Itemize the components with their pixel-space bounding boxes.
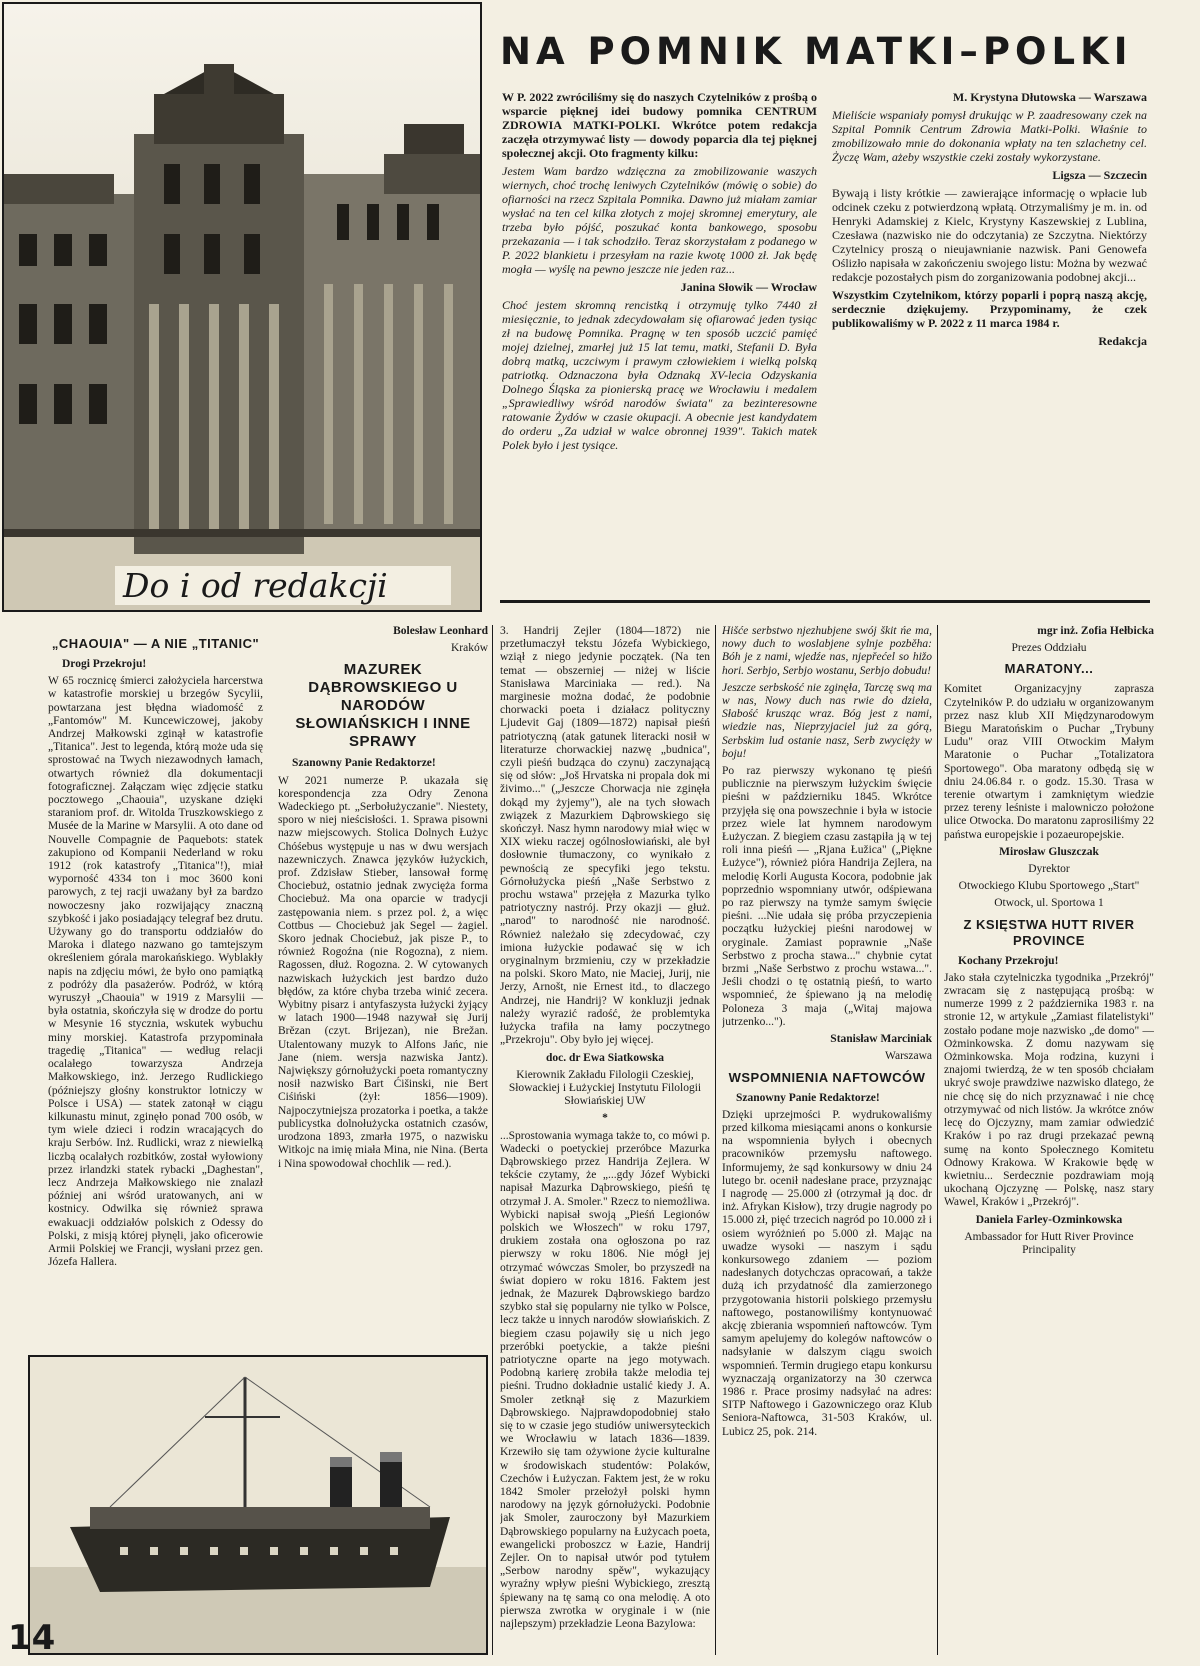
naftowcow-greeting: Szanowny Panie Redaktorze! (736, 1091, 880, 1104)
mazurek-title: MAZUREK DĄBROWSKIEGO U NARODÓW SŁOWIAŃSKICH I INNE SPRAWY (295, 661, 471, 751)
hutt-title: Z KSIĘSTWA HUTT RIVER PROVINCE (963, 916, 1135, 948)
separator-star: * (602, 1112, 608, 1125)
hutt-signature: Daniela Farley-Ozminkowska (975, 1213, 1123, 1226)
chaouia-body: W 65 rocznicę śmierci założyciela harcerstwa w katastrofie morskiej u brzegów Sycylii, powtarzana jest błędna wiadomość z „Fantomów" M. Kuncewiczowej, jakoby Andrzej Małkowski zginął w katastrofie „Titanica". Jest to legenda, którą może uda się sprostować na Twych niezawodnych łamach, otwartych również dla dokumentacji fotograficznej. Załączam więc zdjęcie statku pocztowego „Chaouia", uzyskane dzięki staraniom prof. dr. Witolda Truszkowskiego z Musée de la Marine w Marsylii. A oto dane od Nouvelle Compagnie de Paquebots: statek zakupiono od Kompanii Nederland w roku 1912 (rok katastrofy „Titanica"!), miał wyporność 4334 ton i moc 3600 koni parowych, z tej racji uważany był za bardzo nowoczesny jako rozwijający znaczną szybkość i jako posiadający telegraf bez drutu. Używany go do transportu oddziałów do Maroka i dlatego nazwano go tamtejszym określeniem górala marokańskiego. Wyblakły napis na zdjęciu mówi, że było ono pamiątką z podróży dla pasażerów. Podróż, w którą wyruszył „Chaouia" w 1919 z Marsylii — była ostatnia, skończyła się w drodze do portu w Mesynie 16 stycznia, wskutek wybuchu miny morskiej. Katastrofa przypominała tragedię „Titanica" — według relacji ocalałego towarzysza Andrzeja Małkowskiego, inż. Jerzego Rudlickiego (późniejszy głośny konstruktor lotniczy w Polsce i USA) — statek zatonął w ciągu kilkunastu minut, zginęło ponad 700 osób, w tym wiele dzieci i rodzin wracających do kraju Serbów. Inż. Rudlicki, wraz z niewielką liczbą ocalałych rozbitków, został wyłowiony przez irlandzki statek rybacki „Daghestan", lecz Andrzeja Małkowskiego nie znalazł później ani wśród uratowanych, ani w kostnicy. Odwilka się również sprawa ewakuacji oddziałów polskich z Odessy do Polski, z misją której płynęli, jako oficerowie Armii Polskiej we Francji, wysłani przez gen. Józefa Hallera. (48, 675, 263, 1269)
mazurek-signature: doc. dr Ewa Siatkowska (545, 1051, 664, 1064)
maratony-address: Otwock, ul. Sportowa 1 (994, 897, 1104, 910)
signature-3: Ligsza — Szczecin (1052, 168, 1147, 182)
signature-final: Redakcja (1098, 334, 1147, 348)
mazurek-body-1: W 2021 numerze P. ukazała się korespondencja zza Odry Zenona Wadeckiego pt. „Serbołużyczanie". Niestety, sporo w niej nieścisłości. 1. Sprawa pisowni nazw miejscowych. Stolica Dolnych Łużyc Chóśebus występuje u nas w dwu wersjach nazewniczych. Znawca języków łużyckich, prof. Zdzisław Stieber, lansował formę Chociebuż, ostatnio jednak zwycięża forma Chociebuż. Ma ona oparcie w tradycji zastępowania niem. s przez pol. ż, a więc Cottbus — Chociebuż jak Segel — żagiel. Skoro jednak Chociebuż, jak pisze P., to również Rogoźna (nie Rogozna), z niem. Ragossen, dłuż. Rogozna. 2. W cytowanych nazwiskach łużyckich jest bardzo dużo błędów, za które chyba trzeba winić zecera. Wybitny pisarz i antyfaszysta łużycki żyjący w latach 1900—1948 nazywał się Jurij Brězan (czyt. Brijezan), nie Brežan. Utalentowany muzyk to Alfons Jańc, nie Jane (niem. wersja nazwiska Jantz). Największy górnołużycki poeta romantyczny nosił nazwisko Bart Ćišinski, nie Bert Ciśiński (żył: 1856—1909). Najpoczytniejsza prozatorka i poetka, a także publicystka dolnołużycka ostatnich czasów, urodzona 1893, zmarła 1975, o nazwisku Witkojc na imię miała Mina, nie Nina. (Berta i Nina spowodował chochlik — red.). (278, 774, 488, 1170)
marciniak-city: Warszawa (885, 1050, 932, 1063)
poem-original: Hišće serbstwo njezhubjene swój škit ńe ma, nowy duch to woslabjene sylnje pozběha: Bóh je z nami, wjedźe nas, njepřećel so hižo hori. Serbjo, Serbjo wostanu, Serbjo dobudu! (722, 625, 932, 677)
naftowcow-body: Dzięki uprzejmości P. wydrukowaliśmy przed kilkoma miesiącami anons o konkursie na wspomnienia byłych i obecnych pracowników przemysłu naftowego. Informujemy, że sąd konkursowy w dniu 24 lutego br. ocenił nadesłane prace, przyznając I nagrodę — 25.000 zł (otrzymał ją doc. dr inż. Afrykan Kisłow), trzy drugie nagrody po 15.000 zł, pięć trzecich nagród po 10.000 zł i osiem wyróżnień po 5.000 zł. Mając na uwadze wysoki — naszym i sądu konkursowego zdaniem — poziom nadesłanych dotychczas opracowań, a także dużą ich przydatność dla zamierzonego przygotowania historii polskiego przemysłu naftowego, postanowiliśmy kontynuować akcję zbierania wspomnień naftowców. Tym samym apelujemy do kolegów naftowców o nadsyłanie w dalszym ciągu swoich wspomnień. Termin drugiego etapu konkursu wyznaczają organizatorzy na 30 czerwca 1986 r. Prace prosimy nadsyłać na adres: SITP Naftowego i Gazowniczego oraz Klub Seniora-Naftowca, 31-503 Kraków, ul. Lubicz 25, pok. 214. (722, 1108, 932, 1438)
hutt-body: Jako stała czytelniczka tygodnika „Przekrój" zwracam się z następującą prośbą: w numerze 1999 z 2 października 1983 r. na stronie 12, w artykule „Zamiast filatelistyki" zostało podane moje nazwisko „de domo" — Ożminkowska. Z domu nazywam się Ożminkowska. Moja rodzina, kuzyni i znajomi twierdzą, że w ten sposób chciałam ukryć swoje prawdziwe nazwisko dlatego, że nie chcę się do nich przyznawać i nie chcę otrzymywać od nich listów. Ja wkrótce znów lecę do Ojczyzny, mam zamiar odwiedzić Kraków i po raz drugi przekazać pewną sumę na konto Społecznego Komitetu Odnowy Krakowa. W Krakowie będę w kwietniu... Serdecznie pozdrawiam moją ukochaną Ojczyznę — Polskę, nasz stary Wawel, Kraków i „Przekrój". (944, 971, 1154, 1209)
hutt-greeting: Kochany Przekroju! (958, 954, 1059, 967)
page-number: 14 (8, 1618, 56, 1658)
naftowcow-role: Prezes Oddziału (1011, 642, 1087, 655)
maratony-signature: Mirosław Gluszczak (999, 845, 1099, 858)
mazurek-greeting: Szanowny Panie Redaktorze! (292, 757, 436, 770)
poem-translation: Jeszcze serbskość nie zginęła, Tarczę swą ma w nas, Nowy duch nas rwie do dzieła, Słabość krusząc wraz. Bóg jest z nami, wiedzie nas, Nieprzyjaciel już za górą, Serbskim lud ostanie nasz, Serb zwycięży w boju! (722, 681, 932, 760)
maratony-org: Otwockiego Klubu Sportowego „Start" (958, 880, 1140, 893)
naftowcow-signature: mgr inż. Zofia Hełbicka (1037, 625, 1154, 637)
chaouia-city: Kraków (450, 642, 488, 655)
column-3 (500, 625, 710, 1655)
column-rule (937, 625, 938, 1655)
maratony-body: Komitet Organizacyjny zaprasza Czytelników P. do udziału w organizowanym przez nasz klub XII Międzynarodowym Biegu Maratońskim o Puchar „Trybuny Ludu" oraz VIII Otwockim Małym Maratonie o Puchar „Totalizatora Sportowego". Oba maratony odbędą się w dniu 24.06.84 r. o godz. 15.30. Trasa w terenie otwartym i zamkniętym wiedzie przez tereny leśniste i malowniczo położone ulice Otwocka. Do maratonu zaprosiliśmy 22 państwa europejskie i pozaeuropejskie. (944, 683, 1154, 841)
maratony-role: Dyrektor (1028, 863, 1070, 876)
signature-2: M. Krystyna Dłutowska — Warszawa (952, 90, 1147, 104)
column-2 (278, 625, 488, 1350)
section-divider (500, 600, 1150, 603)
mazurek-body-2: 3. Handrij Zejler (1804—1872) nie przetłumaczył tekstu Józefa Wybickiego, wziął z niego jedynie początek. (Na ten temat — obszerniej — niżej w liście Stanisława Marciniaka — red.). Na marginesie można dodać, że podobnie chorwacki poeta i działacz polityczny Ljudevit Gaj (1809—1872) napisał pieśń patriotyczną (atak gatunek literacki nosił w literaturze chorwackiej nazwę „budnica", czyli pieśń budząca do czynu) zaczynającą się od słów: „Još Hrvatska ni propala dok mi živimo..." („Jeszcze Chorwacja nie zginęła dokąd my żyjemy"), ale na tych słowach związek z Mazurkiem Dąbrowskiego się skończył. Nasz hymn narodowy miał więc w XIX wieku raczej ogólnosłowiański, ale był dosłownie tłumaczony, co wynikało z pewnością ze specyfiki jego tekstu. Górnołużycka pieśń „Naše Serbstwo z prochu wstawa" przejęła z Mazurka tylko patriotyczny nastrój. Przy okazji — głuż. „narod" to narodność nie narodność. Również należało się zdecydować, czy imiona łużyckie podawać się w ich oryginalnym brzmieniu, czy w przekładzie na polski. Skoro Mato, nie Maciej, Jurij, nie Jerzy, Arnošt, nie Ernest itd., to dlaczego Andrzej, nie Handrij? W konkluzji jednak należy wyrazić radość, że problemtyka łużycka trafiła na łamy poczytnego „Przekroju". Oby było jej więcej. (500, 625, 710, 1047)
column-4 (722, 625, 932, 1655)
hutt-role: Ambassador for Hutt River Province Principality (964, 1230, 1134, 1256)
column-title: Do i od redakcji (115, 566, 451, 605)
closing: Wszystkim Czytelnikom, którzy poparli i poprą naszą akcję, serdecznie dziękujemy. Przypominamy, że czek publikowaliśmy w P. 2022 z 11 marca 1984 r. (832, 288, 1147, 330)
mazurek-body-4: Po raz pierwszy wykonano tę pieśń publicznie na pierwszym łużyckim święcie pieśni w październiku 1845. Wkrótce przyjęła się ona powszechnie i była w istocie przez wiele lat hymnem narodowym Łużyczan. Z biegiem czasu zastąpiła ją w tej roli inna pieśń — „Rjana Łužica" („Piękne Łużyce"), również pióra Handrija Zejlera, na melodię Korli Augusta Kocora, podobnie jak poprzednio wspomniany utwór, odśpiewana po raz pierwszy na tymże samym święcie pieśni. ...Nie udała się próba przyczepienia początku łużyckiej pieśni narodowej w oryginale. Zamiast poprawnie „Naše Serbstwo z procha stawa..." chybnie cytat brzmi „Naše Serbstwo z prochu wstawa...". Jeśli chodzi o tę ostatnią pieśń, to warto wspomnieć, że śpiewano ją na melodię Poloneza 3 maja („Witaj majowa jutrzenko..."). (722, 765, 932, 1028)
naftowcow-title: WSPOMNIENIA NAFTOWCÓW (728, 1069, 926, 1085)
main-article-col1 (502, 90, 817, 610)
building-photo (2, 2, 482, 612)
chaouia-greeting: Drogi Przekroju! (62, 658, 147, 670)
mazurek-affiliation: Kierownik Zakładu Filologii Czeskiej, Słowackiej i Łużyckiej Instytutu Filologii Słowiańskiej UW (508, 1068, 702, 1108)
marciniak-signature: Stanisław Marciniak (830, 1033, 932, 1046)
letter-3: Mieliście wspaniały pomysł drukując w P. zaadresowany czek na Szpital Pomnik Centrum Zdrowia Matki-Polki. Właśnie to zmobilizowało mnie do dokonania wpłaty na ten szlachetny cel. Życzę Wam, ażeby wszystkie czeki zostały wykorzystane. (832, 108, 1147, 164)
chaouia-signature: Bolesław Leonhard (393, 625, 488, 637)
main-article-col2 (832, 90, 1147, 610)
column-5 (944, 625, 1154, 1655)
main-intro: W P. 2022 zwróciliśmy się do naszych Czytelników z prośbą o wsparcie pięknej idei budowy pomnika CENTRUM ZDROWIA MATKI-POLKI. Wkrótce potem redakcja zaczęła otrzymywać listy — dowody poparcia dla tej pięknej społecznej akcji. Oto fragmenty kilku: (502, 90, 817, 160)
ship-illustration (30, 1357, 486, 1653)
main-title: NA POMNIK MATKI–POLKI (500, 30, 1133, 73)
chaouia-title: „CHAOUIA" — A NIE „TITANIC" (51, 636, 260, 651)
building-illustration (4, 4, 480, 610)
outro: Bywają i listy krótkie — zawierające informację o wpłacie lub odcinek czeku z potwierdzoną wpłatą. Otrzymaliśmy je m. in. od Henryki Adamskiej z Kielc, Krystyny Kaszewskiej z Lublina, Czesława (nazwisko nie do odczytania) ze Szczytna. Niektórzy Czytelnicy proszą o nieujawnianie nazwisk. Pani Genowefa Oślizło napisała w zakończeniu swojego listu: Można by wezwać redakcje pozostałych pism do zorganizowania podobnej akcji... (832, 186, 1147, 284)
column-rule (715, 625, 716, 1655)
maratony-title: MARATONY... (1004, 661, 1094, 677)
letter-2: Choć jestem skromną rencistką i otrzymuję tylko 7440 zł miesięcznie, to jednak zdecydowałam się ofiarować jeden tysiąc zł na budowę Pomnika. Pragnę w ten sposób uczcić pamięć mojej dzielnej, zmarłej już 15 lat temu, matki, Stefanii D. Była dobrą matką, uczciwym i prawym człowiekiem i wielką polską patriotką. Odznaczona była Odznaką XV-lecia Odzyskania Dolnego Śląska za pionierską pracę we Wrocławiu i medalem „Sprawiedliwy wśród narodów świata" za bezinteresowne ratowanie Żydów w czasie okupacji. A obecnie jest kandydatem do orderu „Za udział w walce obronnej 1939". Takich matek Polek było i jest tysiące. (502, 298, 817, 452)
ship-photo (28, 1355, 488, 1655)
column-rule (492, 625, 493, 1655)
mazurek-body-3: ...Sprostowania wymaga także to, co mówi p. Wadecki o poetyckiej przeróbce Mazurka Dąbrowskiego przez Handrija Zejlera. W tekście czytamy, że „...gdy Józef Wybicki napisał Mazurka Dąbrowskiego, pieśń tę otrzymał J. A. Smoler." Rzecz to niemożliwa. Wybicki napisał swoją „Pieśń Legionów polskich we Włoszech" w roku 1797, drukiem została ona ogłoszona po raz pierwszy w roku 1806. Nie mógł jej otrzymać wówczas Smoler, bo przyszedł na świat dopiero w roku 1816. Faktem jest jednak, że Mazurek Dąbrowskiego bardzo szybko stał się popularny nie tylko w Polsce, lecz także u innych narodów słowiańskich. Z biegiem czasu pojawiły się u nich jego przeróbki poetyckie, a także pieśni patriotyczne oparte na jego motywach. Podobną karierę zrobiła także melodia tej pieśni. Trudno dokładnie ustalić kiedy J. A. Smoler zetknął się z Mazurkiem Dąbrowskiego. Najprawdopodobniej stało się to w czasie jego studiów uniwersyteckich we Wrocławiu w latach 1836—1839. Krzewiło się tam ożywione życie kulturalne w środowiskach studentów: Polaków, Czechów i Łużyczan. Faktem jest, że w roku 1842 Smoler przełożył polski hymn narodowy na język górnołużycki. Podobnie jak Smoler, zauroczony był Mazurkiem Dąbrowskiego popularny na Łużycach poeta, ewangelicki proboszcz w Łazie, Handrij Zejler. On to napisał utwór pod tytułem „Serbow narodny spěw", wykazujący wyraźny wpływ pieśni Wybickiego, zresztą śpiewany na tę samą co ona melodię. A oto pierwsza zwrotka w oryginale i w (nie najlepszym) przekładzie Leona Bazylowa: (500, 1129, 710, 1631)
signature-1: Janina Słowik — Wrocław (680, 280, 817, 294)
letter-1: Jestem Wam bardzo wdzięczna za zmobilizowanie waszych wiernych, choć trochę leniwych Czytelników (mówię o sobie) do ofiarności na rzecz Szpitala Pomnika. Dawno już miałam zamiar wysłać na ten cel kilka złotych z mojej skromnej emerytury, ale trzeba było pójść, poszukać konta bankowego, sposobu przekazania — i tak schodziło. Teraz skorzystałam z podanego w P. 2022 blankietu i przesyłam na razie kwotę 1000 zł. Jak będę mogła — wyślę na pewno jeszcze nie jeden raz... (502, 164, 817, 276)
chaouia-article (48, 630, 263, 1355)
